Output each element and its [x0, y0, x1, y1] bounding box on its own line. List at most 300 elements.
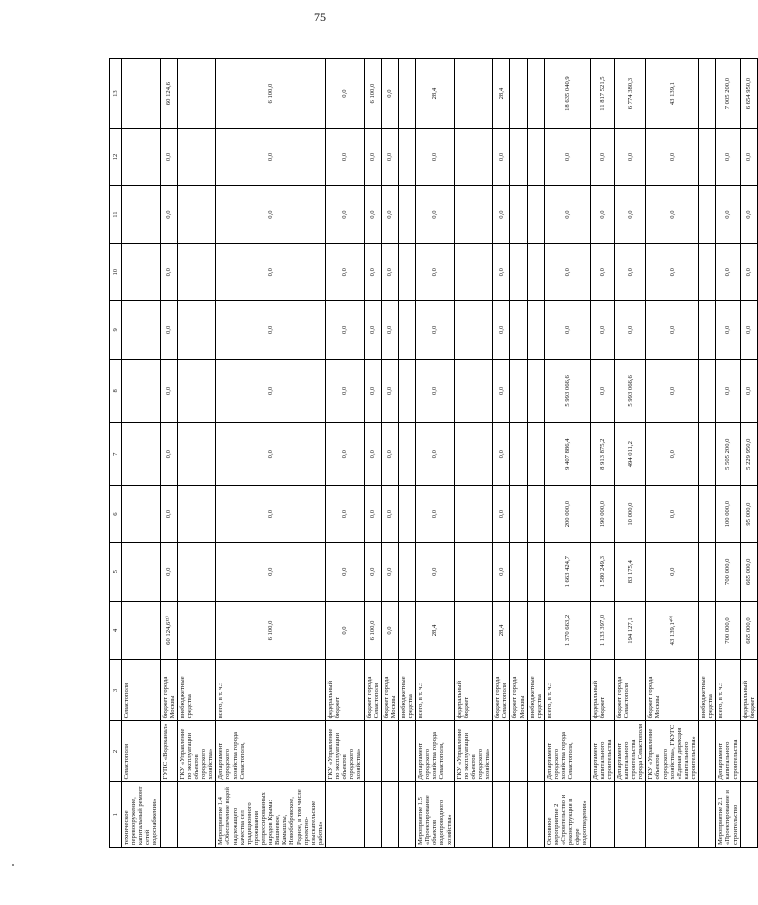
executor-cell: Департамент городского хозяйства города Севастополя,: [216, 721, 326, 782]
amount-cell: 0,0: [614, 129, 645, 186]
amount-cell: 0,0: [493, 359, 510, 422]
amount-cell: [398, 129, 415, 186]
activity-cell: Мероприятие 2.1 «Проектирование и строительство: [716, 782, 740, 848]
funding-source-cell: внебюджетные средства: [699, 660, 716, 721]
amount-cell: [527, 423, 544, 486]
amount-cell: 8 913 875,2: [590, 423, 614, 486]
amount-cell: [177, 129, 216, 186]
activity-cell: [177, 782, 216, 848]
funding-source-cell: всего, в т. ч.:: [544, 660, 590, 721]
funding-source-cell: внебюджетные средства: [527, 660, 544, 721]
amount-cell: [122, 300, 161, 359]
amount-cell: 0,0: [493, 185, 510, 244]
amount-cell: 0,0: [416, 359, 455, 422]
amount-cell: 0,0: [614, 300, 645, 359]
amount-cell: [510, 59, 527, 129]
funding-source-cell: федеральный бюджет: [325, 660, 364, 721]
amount-cell: [177, 59, 216, 129]
amount-cell: [454, 300, 493, 359]
executor-cell: ГУПС «Водоканал»: [160, 721, 177, 782]
amount-cell: 0,0: [381, 129, 398, 186]
table-row: [527, 59, 544, 848]
table-row: [398, 59, 415, 848]
amount-cell: [527, 601, 544, 660]
amount-cell: 0,0: [381, 185, 398, 244]
amount-cell: 0,0: [493, 542, 510, 601]
amount-cell: 1 133 397,0: [590, 601, 614, 660]
executor-cell: [740, 721, 757, 782]
amount-cell: 9 407 886,4: [544, 423, 590, 486]
activity-cell: [646, 782, 699, 848]
activity-cell: [510, 782, 527, 848]
amount-cell: [177, 486, 216, 543]
amount-cell: 0,0: [325, 423, 364, 486]
table-row: [716, 59, 740, 848]
executor-cell: Департамент городского хозяйства города Севастополя,: [544, 721, 590, 782]
activity-cell: [614, 782, 645, 848]
amount-cell: 0,0: [716, 244, 740, 301]
amount-cell: [699, 486, 716, 543]
amount-cell: 18 635 040,9: [544, 59, 590, 129]
amount-cell: [122, 129, 161, 186]
amount-cell: [527, 129, 544, 186]
amount-cell: 0,0: [416, 300, 455, 359]
amount-cell: 0,0: [416, 185, 455, 244]
amount-cell: [527, 359, 544, 422]
amount-cell: 6 100,0: [364, 59, 381, 129]
activity-cell: [325, 782, 364, 848]
amount-cell: 700 000,0: [716, 542, 740, 601]
activity-cell: [740, 782, 757, 848]
amount-cell: 0,0: [716, 185, 740, 244]
amount-cell: 0,0: [325, 601, 364, 660]
amount-cell: 0,0: [160, 486, 177, 543]
amount-cell: 0,0: [493, 486, 510, 543]
amount-cell: 43 139,1⁴⁰⁾: [646, 601, 699, 660]
amount-cell: 0,0: [646, 359, 699, 422]
column-header: 10: [110, 244, 122, 301]
amount-cell: 0,0: [364, 486, 381, 543]
amount-cell: 190 000,0: [590, 486, 614, 543]
amount-cell: [122, 359, 161, 422]
amount-cell: 0,0: [364, 542, 381, 601]
amount-cell: 0,0: [325, 244, 364, 301]
amount-cell: 0,0: [493, 423, 510, 486]
column-header: 9: [110, 300, 122, 359]
amount-cell: 0,0: [216, 423, 326, 486]
amount-cell: [527, 300, 544, 359]
amount-cell: 665 000,0: [740, 601, 757, 660]
amount-cell: 0,0: [364, 244, 381, 301]
amount-cell: 0,0: [646, 542, 699, 601]
amount-cell: 83 175,4: [614, 542, 645, 601]
amount-cell: 95 000,0: [740, 486, 757, 543]
table-row: [177, 59, 216, 848]
amount-cell: [398, 542, 415, 601]
amount-cell: 6 100,0: [216, 59, 326, 129]
amount-cell: 0,0: [614, 185, 645, 244]
amount-cell: 0,0: [381, 244, 398, 301]
amount-cell: 5 993 066,6: [544, 359, 590, 422]
amount-cell: 0,0: [381, 59, 398, 129]
column-header: 13: [110, 59, 122, 129]
amount-cell: [398, 423, 415, 486]
amount-cell: [398, 59, 415, 129]
executor-cell: Департамент капитального строительства города Севастополя: [614, 721, 645, 782]
amount-cell: [699, 244, 716, 301]
amount-cell: 0,0: [160, 359, 177, 422]
amount-cell: 0,0: [493, 244, 510, 301]
amount-cell: [510, 129, 527, 186]
amount-cell: [699, 542, 716, 601]
amount-cell: 0,0: [160, 244, 177, 301]
table-row: [160, 59, 177, 848]
amount-cell: 0,0: [160, 185, 177, 244]
table-row: [416, 59, 455, 848]
amount-cell: 0,0: [493, 129, 510, 186]
amount-cell: 0,0: [325, 359, 364, 422]
amount-cell: 60 124,6: [160, 59, 177, 129]
amount-cell: [454, 129, 493, 186]
funding-source-cell: бюджет города Севастополя: [364, 660, 381, 721]
amount-cell: 0,0: [364, 300, 381, 359]
amount-cell: 43 139,1: [646, 59, 699, 129]
amount-cell: 0,0: [325, 300, 364, 359]
amount-cell: 60 124,6¹²⁾: [160, 601, 177, 660]
amount-cell: 0,0: [544, 129, 590, 186]
activity-cell: [454, 782, 493, 848]
activity-cell: [699, 782, 716, 848]
table-row: [614, 59, 645, 848]
amount-cell: 0,0: [216, 129, 326, 186]
amount-cell: [177, 423, 216, 486]
amount-cell: [699, 359, 716, 422]
amount-cell: 0,0: [325, 486, 364, 543]
amount-cell: 6 100,0: [216, 601, 326, 660]
amount-cell: 0,0: [325, 129, 364, 186]
amount-cell: [122, 244, 161, 301]
amount-cell: 0,0: [216, 244, 326, 301]
column-header: 3: [110, 660, 122, 721]
table-row: [590, 59, 614, 848]
amount-cell: 100 000,0: [716, 486, 740, 543]
amount-cell: 0,0: [646, 486, 699, 543]
amount-cell: [454, 185, 493, 244]
amount-cell: 0,0: [590, 129, 614, 186]
amount-cell: 28,4: [416, 59, 455, 129]
amount-cell: 0,0: [646, 423, 699, 486]
amount-cell: [527, 486, 544, 543]
amount-cell: 5 993 066,6: [614, 359, 645, 422]
table-head: [110, 59, 122, 848]
funding-source-cell: федеральный бюджет: [740, 660, 757, 721]
amount-cell: 494 011,2: [614, 423, 645, 486]
funding-source-cell: бюджет города Москвы: [646, 660, 699, 721]
funding-source-cell: бюджет города Севастополя: [493, 660, 510, 721]
amount-cell: 0,0: [325, 59, 364, 129]
amount-cell: [398, 185, 415, 244]
funding-source-cell: всего, в т. ч.:: [716, 660, 740, 721]
amount-cell: 700 000,0: [716, 601, 740, 660]
executor-cell: Департамент капитального строительства: [716, 721, 740, 782]
table-viewport: [109, 58, 756, 848]
amount-cell: 194 127,1: [614, 601, 645, 660]
executor-cell: ГКУ «Управление по эксплуатации объектов городского хозяйства»: [325, 721, 364, 782]
amount-cell: 0,0: [216, 359, 326, 422]
amount-cell: [527, 542, 544, 601]
table-row: [510, 59, 527, 848]
executor-cell: Севастополя: [122, 721, 161, 782]
amount-cell: 0,0: [646, 300, 699, 359]
amount-cell: 0,0: [646, 185, 699, 244]
amount-cell: 1 370 663,2: [544, 601, 590, 660]
amount-cell: 1 663 424,7: [544, 542, 590, 601]
activity-cell: техническое перевооружение, капитальный ремонт сетей водоснабжения»: [122, 782, 161, 848]
amount-cell: 0,0: [160, 300, 177, 359]
amount-cell: 0,0: [216, 185, 326, 244]
amount-cell: 0,0: [325, 185, 364, 244]
amount-cell: 0,0: [416, 542, 455, 601]
amount-cell: 0,0: [216, 486, 326, 543]
column-header: 5: [110, 542, 122, 601]
funding-source-cell: бюджет города Севастополя: [614, 660, 645, 721]
funding-source-cell: внебюджетные средства: [177, 660, 216, 721]
amount-cell: [454, 601, 493, 660]
amount-cell: 0,0: [740, 129, 757, 186]
amount-cell: 0,0: [590, 359, 614, 422]
amount-cell: 0,0: [416, 129, 455, 186]
activity-cell: Основное мероприятие 2 «Строительство и реконструкция в сфере водоотведения»: [544, 782, 590, 848]
amount-cell: 0,0: [381, 542, 398, 601]
amount-cell: 0,0: [381, 486, 398, 543]
activity-cell: [381, 782, 398, 848]
column-header: 4: [110, 601, 122, 660]
table-row: [493, 59, 510, 848]
amount-cell: [510, 601, 527, 660]
header-row: [110, 59, 122, 848]
amount-cell: 200 000,0: [544, 486, 590, 543]
amount-cell: [398, 244, 415, 301]
amount-cell: [699, 129, 716, 186]
executor-cell: [398, 721, 415, 782]
funding-source-cell: федеральный бюджет: [454, 660, 493, 721]
scan-speck: [12, 864, 14, 866]
amount-cell: 0,0: [381, 359, 398, 422]
amount-cell: 0,0: [325, 542, 364, 601]
column-header: 8: [110, 359, 122, 422]
amount-cell: 6 774 380,3: [614, 59, 645, 129]
amount-cell: [454, 542, 493, 601]
amount-cell: [398, 359, 415, 422]
amount-cell: 5 229 950,0: [740, 423, 757, 486]
amount-cell: [122, 486, 161, 543]
table-row: [740, 59, 757, 848]
amount-cell: 0,0: [590, 244, 614, 301]
amount-cell: [527, 244, 544, 301]
amount-cell: 0,0: [364, 185, 381, 244]
amount-cell: 0,0: [364, 359, 381, 422]
funding-source-cell: внебюджетные средства: [398, 660, 415, 721]
amount-cell: [510, 244, 527, 301]
amount-cell: [454, 359, 493, 422]
rotated-table-container: [109, 58, 756, 848]
column-header: 1: [110, 782, 122, 848]
amount-cell: [398, 300, 415, 359]
column-header: 2: [110, 721, 122, 782]
executor-cell: [493, 721, 510, 782]
amount-cell: 0,0: [740, 185, 757, 244]
executor-cell: Департамент городского хозяйства города Севастополя,: [416, 721, 455, 782]
amount-cell: 665 000,0: [740, 542, 757, 601]
amount-cell: [699, 300, 716, 359]
amount-cell: 28,4: [493, 59, 510, 129]
amount-cell: [454, 423, 493, 486]
amount-cell: 11 817 521,5: [590, 59, 614, 129]
amount-cell: 0,0: [216, 300, 326, 359]
amount-cell: 0,0: [160, 129, 177, 186]
executor-cell: [527, 721, 544, 782]
amount-cell: 0,0: [544, 185, 590, 244]
amount-cell: 0,0: [381, 423, 398, 486]
amount-cell: [510, 185, 527, 244]
amount-cell: [122, 423, 161, 486]
amount-cell: [527, 185, 544, 244]
funding-source-cell: всего, в т. ч.:: [416, 660, 455, 721]
amount-cell: 0,0: [716, 359, 740, 422]
activity-cell: [493, 782, 510, 848]
funding-source-cell: бюджет города Москвы: [381, 660, 398, 721]
amount-cell: 0,0: [160, 542, 177, 601]
amount-cell: [177, 359, 216, 422]
amount-cell: [454, 244, 493, 301]
funding-source-cell: Севастополя: [122, 660, 161, 721]
amount-cell: 10 000,0: [614, 486, 645, 543]
executor-cell: [364, 721, 381, 782]
column-header: 6: [110, 486, 122, 543]
table-body: [122, 59, 758, 848]
column-header: 11: [110, 185, 122, 244]
amount-cell: 0,0: [646, 129, 699, 186]
amount-cell: 0,0: [646, 244, 699, 301]
amount-cell: 0,0: [590, 185, 614, 244]
table-row: [646, 59, 699, 848]
amount-cell: [177, 300, 216, 359]
amount-cell: [699, 601, 716, 660]
amount-cell: [510, 300, 527, 359]
amount-cell: 6 100,0: [364, 601, 381, 660]
table-row: [699, 59, 716, 848]
activity-cell: Мероприятие 1.4 «Обеспечение водой надлежащего качества сел традиционного проживания репрессированных народов Крыма: Вишневое, Камышлы, Новобобровское, Родное, в том числе проектно-изыскательские работы»: [216, 782, 326, 848]
funding-source-cell: бюджет города Москвы: [510, 660, 527, 721]
amount-cell: [510, 486, 527, 543]
amount-cell: 0,0: [544, 244, 590, 301]
amount-cell: 0,0: [544, 300, 590, 359]
activity-cell: [160, 782, 177, 848]
amount-cell: [510, 359, 527, 422]
amount-cell: 0,0: [381, 601, 398, 660]
amount-cell: [122, 59, 161, 129]
column-header: 7: [110, 423, 122, 486]
funding-source-cell: федеральный бюджет: [590, 660, 614, 721]
amount-cell: 0,0: [160, 423, 177, 486]
table-row: [325, 59, 364, 848]
amount-cell: 6 654 950,0: [740, 59, 757, 129]
executor-cell: ГКУ «Управление по эксплуатации объектов городского хозяйства»: [454, 721, 493, 782]
amount-cell: [398, 486, 415, 543]
amount-cell: [527, 59, 544, 129]
amount-cell: 0,0: [716, 300, 740, 359]
funding-source-cell: всего, в т. ч.:: [216, 660, 326, 721]
executor-cell: Департамент капитального строительства: [590, 721, 614, 782]
table-row: [454, 59, 493, 848]
amount-cell: 0,0: [216, 542, 326, 601]
table-row: [381, 59, 398, 848]
amount-cell: 1 580 249,3: [590, 542, 614, 601]
amount-cell: [122, 185, 161, 244]
amount-cell: [177, 542, 216, 601]
executor-cell: [510, 721, 527, 782]
amount-cell: 0,0: [364, 129, 381, 186]
amount-cell: [177, 185, 216, 244]
activity-cell: [364, 782, 381, 848]
amount-cell: 0,0: [716, 129, 740, 186]
executor-cell: [699, 721, 716, 782]
table-row: [544, 59, 590, 848]
amount-cell: 0,0: [416, 244, 455, 301]
amount-cell: [398, 601, 415, 660]
amount-cell: [177, 601, 216, 660]
activity-cell: [398, 782, 415, 848]
amount-cell: 28,4: [493, 601, 510, 660]
amount-cell: [122, 601, 161, 660]
amount-cell: 0,0: [740, 300, 757, 359]
column-header: 12: [110, 129, 122, 186]
amount-cell: [122, 542, 161, 601]
amount-cell: [699, 185, 716, 244]
funding-source-cell: бюджет города Москвы: [160, 660, 177, 721]
amount-cell: 7 005 200,0: [716, 59, 740, 129]
executor-cell: ГКУ «Управление объектов городского хозяйства», ГКУГС «Единая дирекция капитального строительства»: [646, 721, 699, 782]
amount-cell: [699, 59, 716, 129]
executor-cell: [381, 721, 398, 782]
executor-cell: ГКУ «Управление по эксплуатации объектов городского хозяйства»: [177, 721, 216, 782]
amount-cell: 0,0: [493, 300, 510, 359]
amount-cell: 28,4: [416, 601, 455, 660]
budget-table: [109, 58, 758, 848]
amount-cell: 0,0: [416, 486, 455, 543]
amount-cell: 0,0: [740, 244, 757, 301]
page-number: 75: [314, 10, 326, 24]
table-row: [216, 59, 326, 848]
amount-cell: 5 505 200,0: [716, 423, 740, 486]
amount-cell: 0,0: [416, 423, 455, 486]
activity-cell: [590, 782, 614, 848]
activity-cell: Мероприятие 1.5 «Проектирование объектов водопроводного хозяйства»: [416, 782, 455, 848]
amount-cell: [454, 59, 493, 129]
table-row: [364, 59, 381, 848]
amount-cell: [177, 244, 216, 301]
amount-cell: [510, 542, 527, 601]
amount-cell: 0,0: [381, 300, 398, 359]
amount-cell: 0,0: [740, 359, 757, 422]
amount-cell: 0,0: [590, 300, 614, 359]
table-row: [122, 59, 161, 848]
amount-cell: [454, 486, 493, 543]
amount-cell: 0,0: [614, 244, 645, 301]
amount-cell: 0,0: [364, 423, 381, 486]
amount-cell: [699, 423, 716, 486]
activity-cell: [527, 782, 544, 848]
